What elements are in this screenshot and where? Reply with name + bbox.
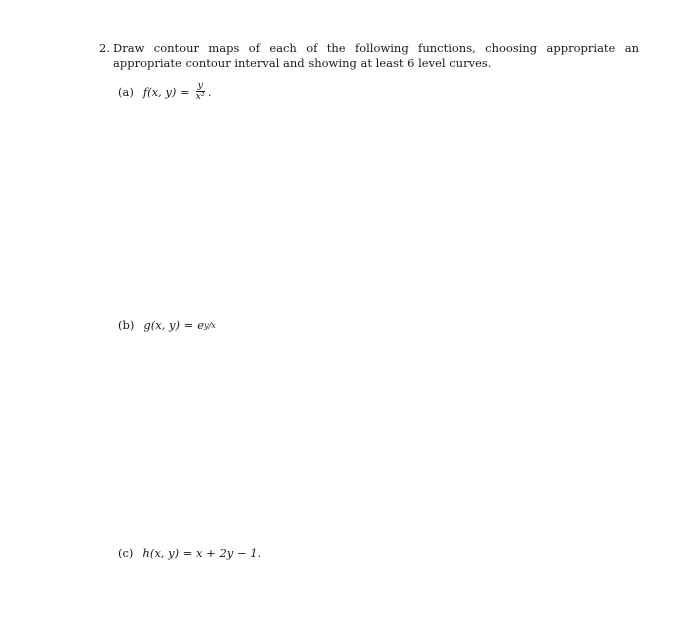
part-a-fraction — [194, 81, 207, 102]
part-b-exponent: y/x — [204, 320, 216, 330]
part-a-label: (a) — [118, 84, 134, 99]
part-a-numerator: y — [197, 80, 203, 91]
part-a — [118, 81, 212, 102]
problem-2 — [99, 41, 639, 71]
part-b-label: (b) — [118, 318, 135, 332]
problem-statement: Draw contour maps of each of the following functions, choosing appropriate an appropriate contour interval and showing at least 6 level curves. — [113, 41, 639, 70]
part-a-denominator: x² — [195, 91, 205, 102]
part-a-period: . — [207, 84, 212, 99]
part-c-expression: h(x, y) = x + 2y − 1. — [142, 546, 262, 560]
part-b-base: e — [197, 318, 205, 332]
part-a-lhs: f(x, y) = — [142, 84, 190, 99]
problem-number: 2. — [99, 41, 110, 55]
part-b — [118, 318, 216, 332]
part-c-label: (c) — [118, 546, 134, 560]
part-b-lhs: g(x, y) = — [143, 318, 194, 332]
part-c — [118, 546, 261, 560]
